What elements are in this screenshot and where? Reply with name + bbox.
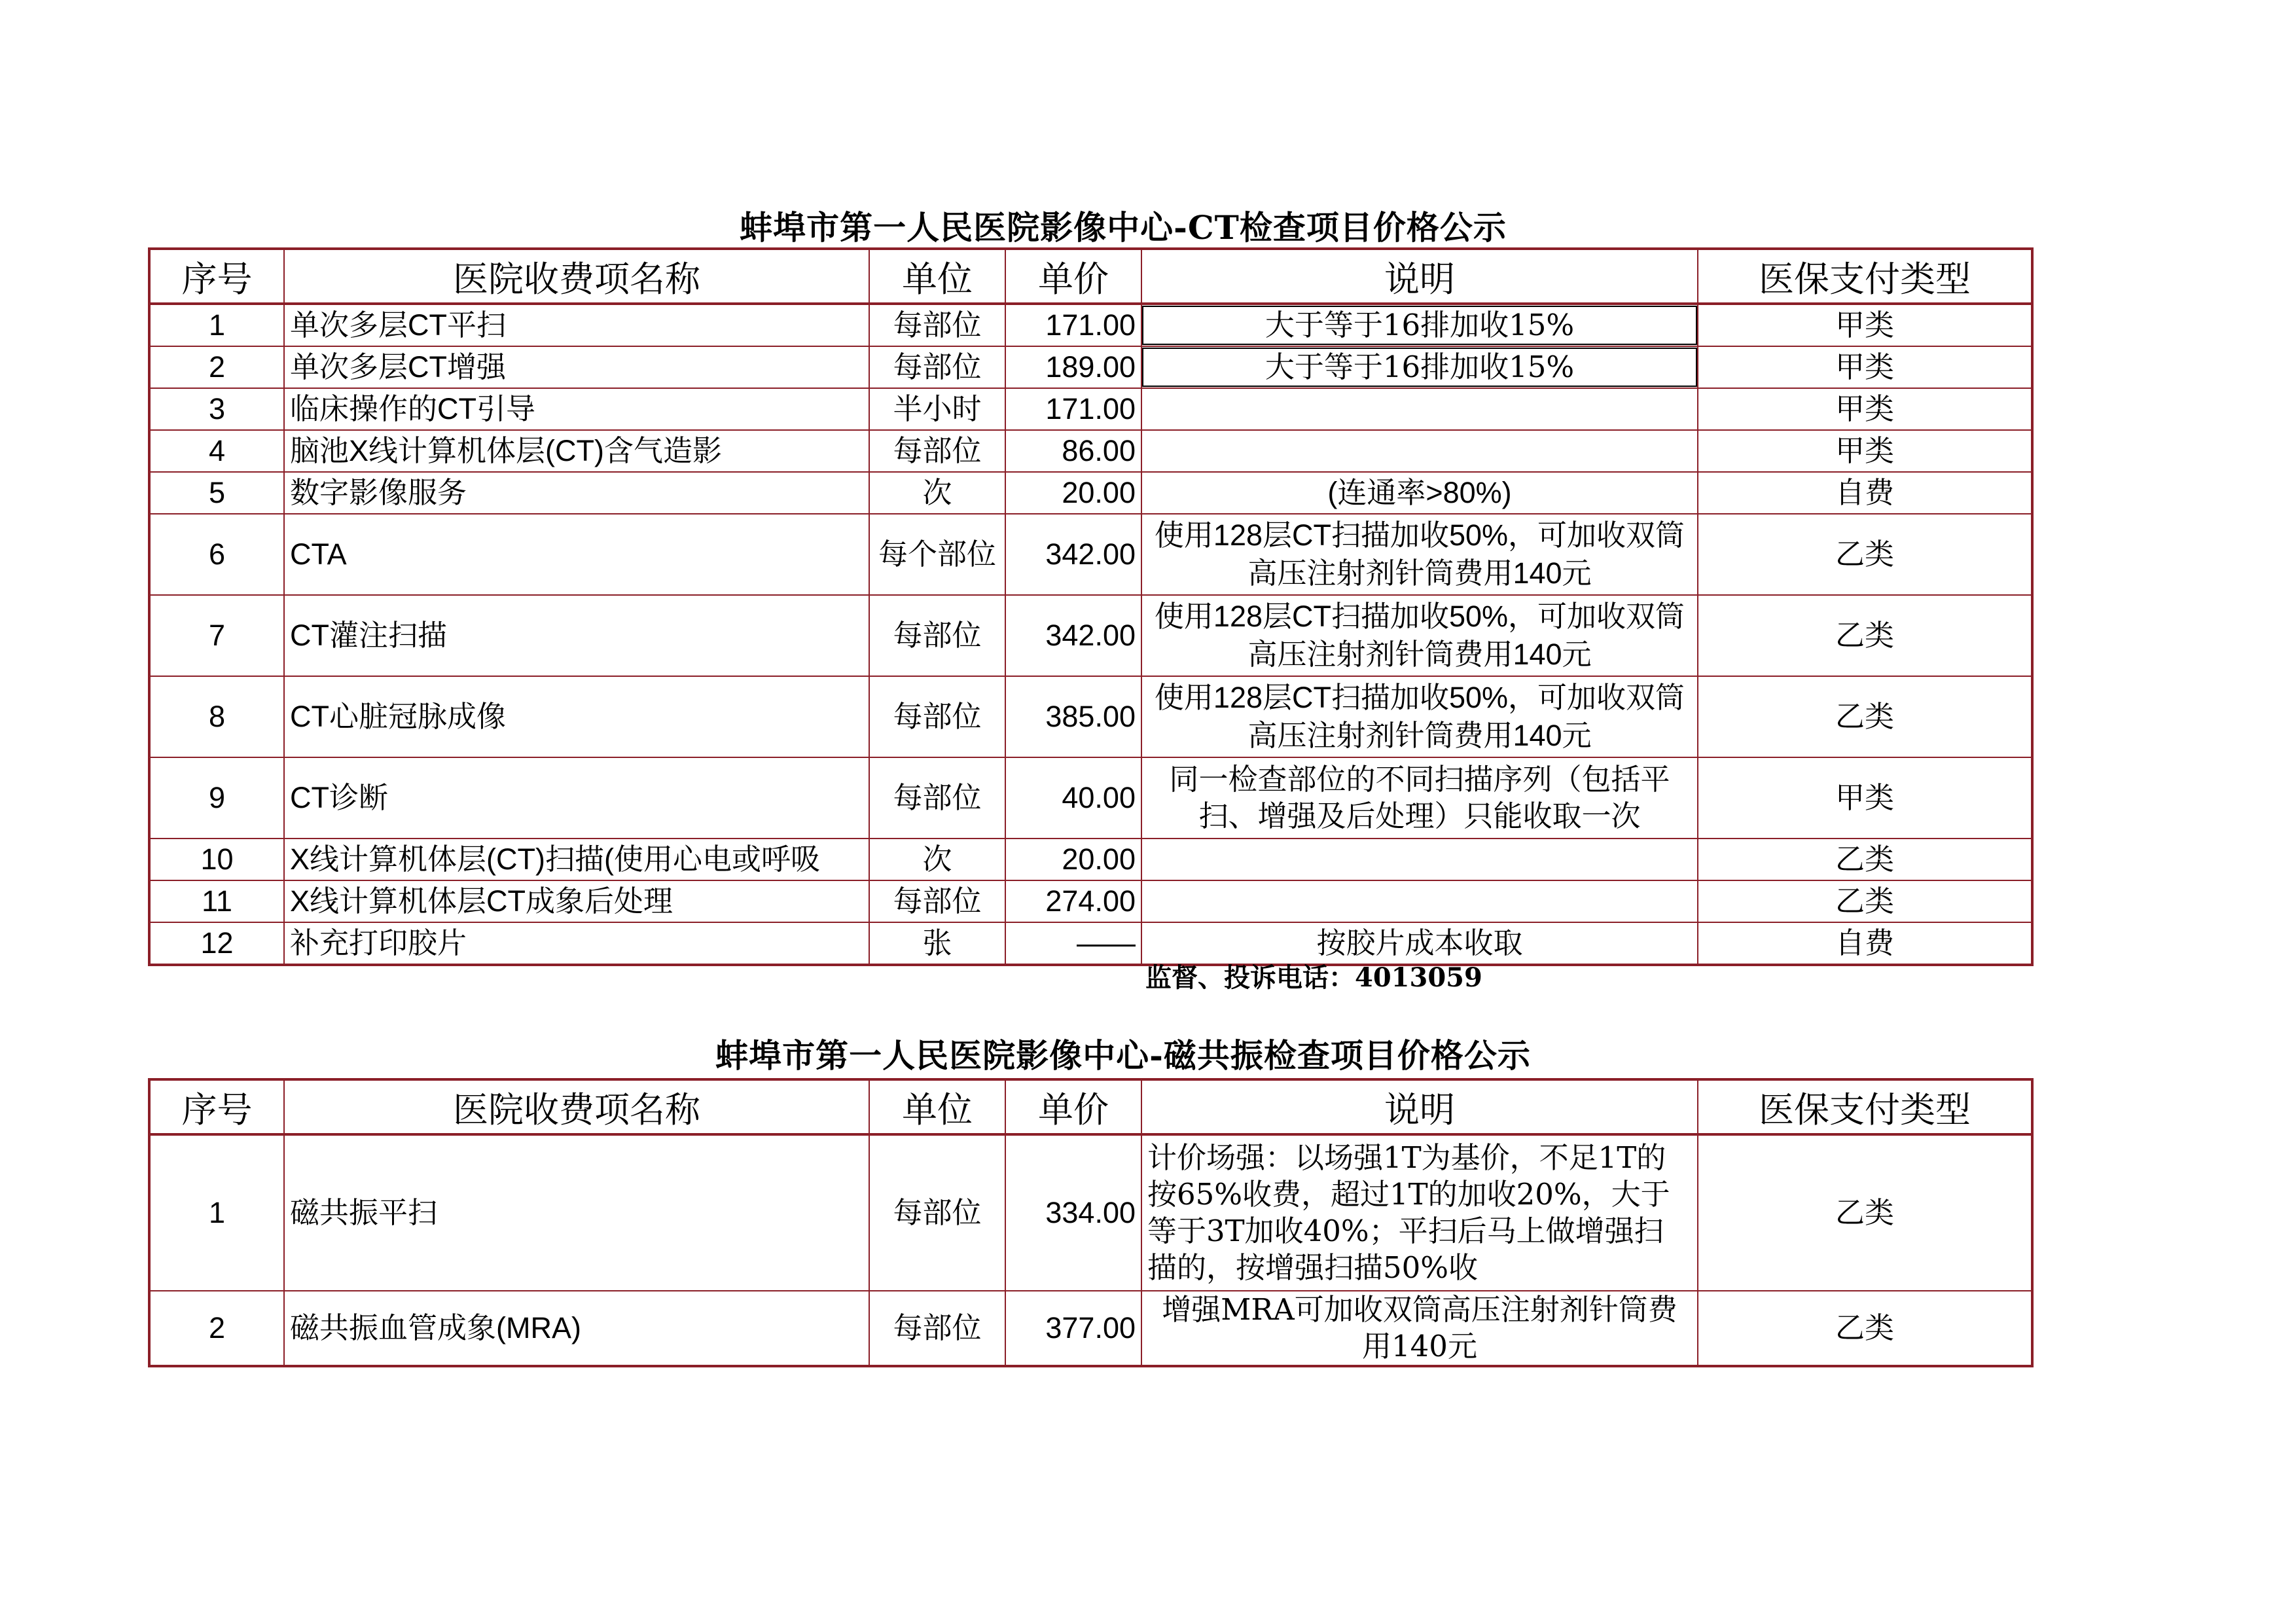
mri-price-table [148, 1078, 2034, 1367]
row-note: 使用128层CT扫描加收50%，可加收双筒高压注射剂针筒费用140元 [1141, 514, 1698, 595]
header-price: 单价 [1005, 1079, 1141, 1134]
row-unit: 每部位 [869, 595, 1005, 676]
header-note: 说明 [1141, 249, 1698, 304]
row-item-name: 补充打印胶片 [284, 922, 869, 965]
row-item-name: 磁共振血管成象(MRA) [284, 1291, 869, 1366]
row-unit: 每部位 [869, 346, 1005, 388]
row-insurance-type: 自费 [1698, 472, 2032, 514]
header-no: 序号 [149, 249, 284, 304]
row-price: 342.00 [1005, 595, 1141, 676]
row-note: (连通率>80%) [1141, 472, 1698, 514]
row-price: —— [1005, 922, 1141, 965]
row-price: 171.00 [1005, 304, 1141, 346]
row-note [1141, 304, 1698, 346]
header-unit: 单位 [869, 1079, 1005, 1134]
row-no: 8 [149, 676, 284, 757]
table-row [149, 388, 2032, 430]
ct-price-table [148, 247, 2034, 966]
header-insurance-type: 医保支付类型 [1698, 1079, 2032, 1134]
mri-price-title: 蚌埠市第一人民医院影像中心-磁共振检查项目价格公示 [715, 1036, 1531, 1075]
row-no: 11 [149, 880, 284, 922]
row-price: 334.00 [1005, 1134, 1141, 1291]
row-insurance-type: 甲类 [1698, 388, 2032, 430]
table-row [149, 1134, 2032, 1291]
row-no: 12 [149, 922, 284, 965]
row-note: 使用128层CT扫描加收50%，可加收双筒高压注射剂针筒费用140元 [1141, 676, 1698, 757]
table-row [149, 346, 2032, 388]
row-unit: 每部位 [869, 1291, 1005, 1366]
row-insurance-type: 甲类 [1698, 346, 2032, 388]
row-price: 86.00 [1005, 430, 1141, 472]
complaint-hotline: 监督、投诉电话：4013059 [1145, 962, 1482, 993]
table-row [149, 1291, 2032, 1366]
header-unit: 单位 [869, 249, 1005, 304]
row-price: 377.00 [1005, 1291, 1141, 1366]
row-price: 385.00 [1005, 676, 1141, 757]
table-row [149, 595, 2032, 676]
row-item-name: CT诊断 [284, 757, 869, 839]
row-no: 5 [149, 472, 284, 514]
row-no: 2 [149, 346, 284, 388]
table-header-row [149, 249, 2032, 304]
row-no: 3 [149, 388, 284, 430]
row-note [1141, 388, 1698, 430]
row-unit: 每部位 [869, 1134, 1005, 1291]
row-unit: 次 [869, 472, 1005, 514]
row-no: 7 [149, 595, 284, 676]
row-item-name: X线计算机体层(CT)扫描(使用心电或呼吸 [284, 839, 869, 880]
row-unit: 次 [869, 839, 1005, 880]
row-unit: 每部位 [869, 676, 1005, 757]
table-row [149, 304, 2032, 346]
row-insurance-type: 甲类 [1698, 430, 2032, 472]
row-note: 增强MRA可加收双筒高压注射剂针筒费用140元 [1141, 1291, 1698, 1366]
header-price: 单价 [1005, 249, 1141, 304]
table-row [149, 430, 2032, 472]
row-note: 计价场强：以场强1T为基价，不足1T的按65%收费，超过1T的加收20%，大于等于3T加收40%；平扫后马上做增强扫描的，按增强扫描50%收 [1141, 1134, 1698, 1291]
row-no: 1 [149, 304, 284, 346]
row-price: 171.00 [1005, 388, 1141, 430]
row-item-name: CTA [284, 514, 869, 595]
row-unit: 每部位 [869, 757, 1005, 839]
row-price: 40.00 [1005, 757, 1141, 839]
table-row [149, 757, 2032, 839]
header-no: 序号 [149, 1079, 284, 1134]
row-note [1141, 430, 1698, 472]
row-item-name: CT灌注扫描 [284, 595, 869, 676]
row-item-name: 脑池X线计算机体层(CT)含气造影 [284, 430, 869, 472]
row-insurance-type: 乙类 [1698, 1134, 2032, 1291]
row-no: 4 [149, 430, 284, 472]
row-unit: 每部位 [869, 304, 1005, 346]
row-item-name: 磁共振平扫 [284, 1134, 869, 1291]
table-header-row [149, 1079, 2032, 1134]
row-insurance-type: 甲类 [1698, 757, 2032, 839]
row-item-name: CT心脏冠脉成像 [284, 676, 869, 757]
row-item-name: 数字影像服务 [284, 472, 869, 514]
row-item-name: 单次多层CT平扫 [284, 304, 869, 346]
ct-price-title: 蚌埠市第一人民医院影像中心-CT检查项目价格公示 [740, 208, 1507, 247]
row-unit: 每部位 [869, 880, 1005, 922]
row-no: 1 [149, 1134, 284, 1291]
table-row [149, 880, 2032, 922]
header-item-name: 医院收费项名称 [284, 249, 869, 304]
row-price: 274.00 [1005, 880, 1141, 922]
row-price: 342.00 [1005, 514, 1141, 595]
row-no: 6 [149, 514, 284, 595]
header-insurance-type: 医保支付类型 [1698, 249, 2032, 304]
row-insurance-type: 乙类 [1698, 595, 2032, 676]
row-note [1141, 346, 1698, 388]
table-row [149, 922, 2032, 965]
row-item-name: 单次多层CT增强 [284, 346, 869, 388]
row-no: 2 [149, 1291, 284, 1366]
header-note: 说明 [1141, 1079, 1698, 1134]
row-insurance-type: 乙类 [1698, 880, 2032, 922]
table-row [149, 676, 2032, 757]
row-unit: 半小时 [869, 388, 1005, 430]
row-unit: 每个部位 [869, 514, 1005, 595]
row-item-name: 临床操作的CT引导 [284, 388, 869, 430]
row-note [1141, 880, 1698, 922]
row-no: 9 [149, 757, 284, 839]
row-insurance-type: 自费 [1698, 922, 2032, 965]
row-note [1141, 839, 1698, 880]
row-note: 同一检查部位的不同扫描序列（包括平扫、增强及后处理）只能收取一次 [1141, 757, 1698, 839]
row-unit: 每部位 [869, 430, 1005, 472]
table-row [149, 839, 2032, 880]
row-insurance-type: 乙类 [1698, 514, 2032, 595]
row-note: 按胶片成本收取 [1141, 922, 1698, 965]
row-insurance-type: 乙类 [1698, 676, 2032, 757]
row-no: 10 [149, 839, 284, 880]
row-price: 189.00 [1005, 346, 1141, 388]
row-price: 20.00 [1005, 472, 1141, 514]
row-note: 使用128层CT扫描加收50%，可加收双筒高压注射剂针筒费用140元 [1141, 595, 1698, 676]
row-unit: 张 [869, 922, 1005, 965]
table-row [149, 514, 2032, 595]
header-item-name: 医院收费项名称 [284, 1079, 869, 1134]
row-insurance-type: 甲类 [1698, 304, 2032, 346]
row-item-name: X线计算机体层CT成象后处理 [284, 880, 869, 922]
row-price: 20.00 [1005, 839, 1141, 880]
row-note-text: 大于等于16排加收15% [1142, 348, 1697, 387]
row-insurance-type: 乙类 [1698, 839, 2032, 880]
row-note-text: 大于等于16排加收15% [1142, 306, 1697, 345]
row-insurance-type: 乙类 [1698, 1291, 2032, 1366]
table-row [149, 472, 2032, 514]
